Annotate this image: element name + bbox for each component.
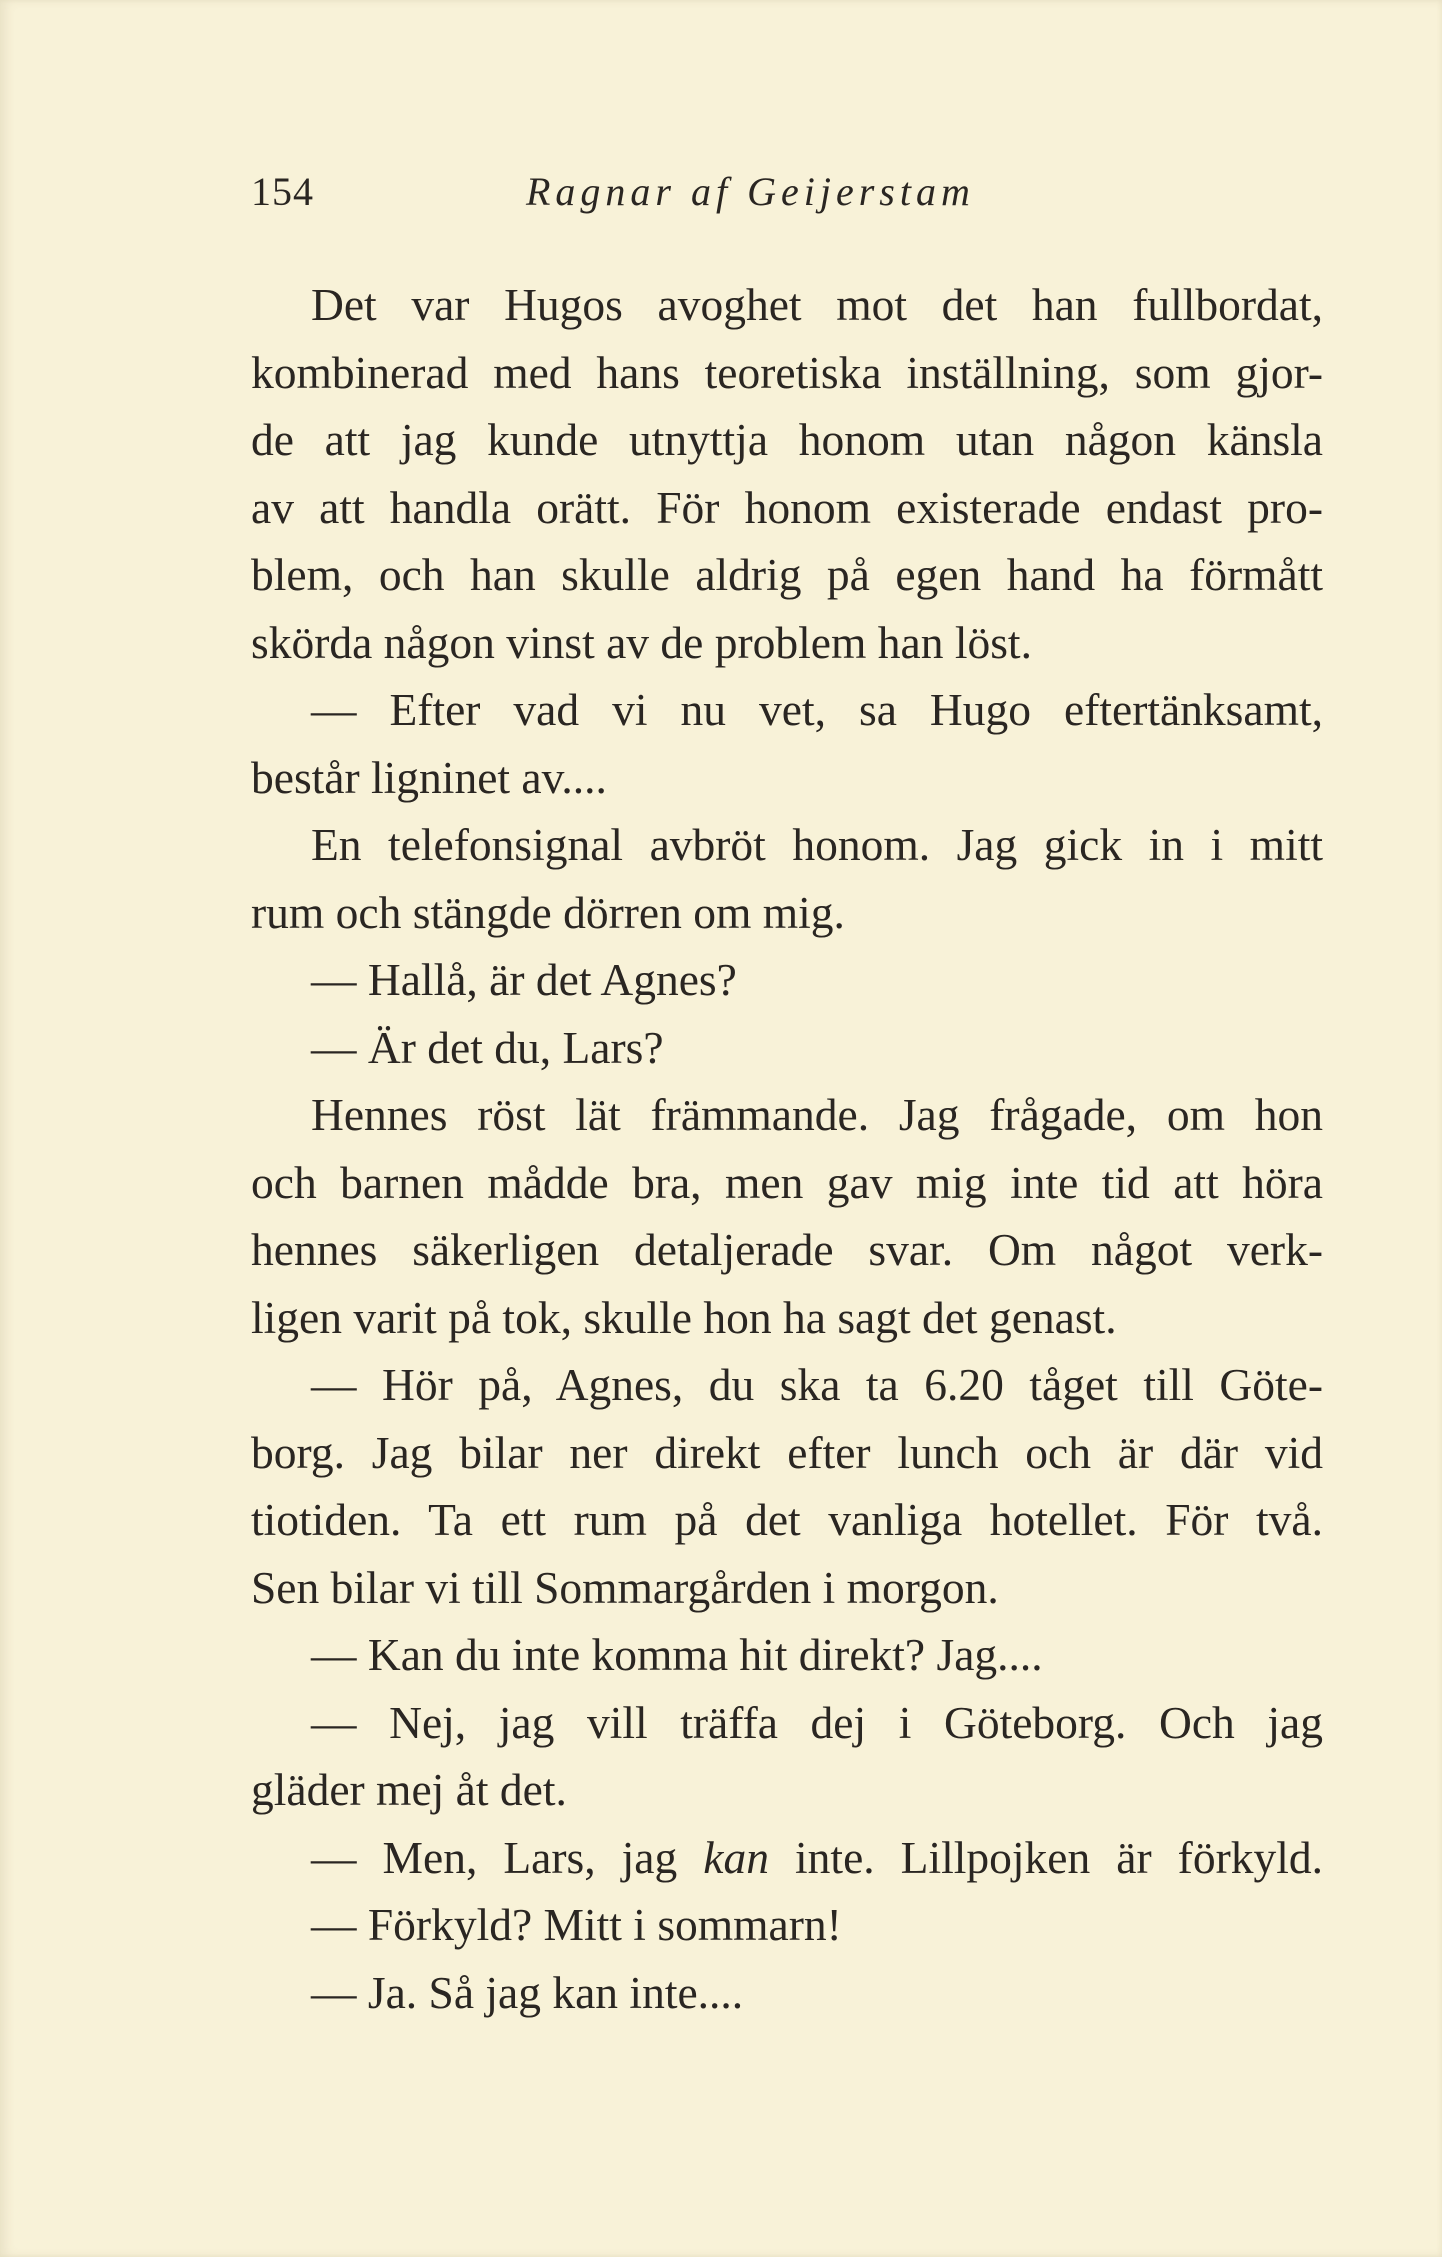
running-head: Ragnar af Geijerstam: [526, 169, 975, 214]
text-line: Hennes röst lät främmande. Jag frågade, om hon: [311, 1089, 1323, 1140]
page-number: 154: [251, 169, 314, 214]
text-line: — Är det du, Lars?: [311, 1021, 664, 1073]
text-line: — Ja. Så jag kan inte....: [311, 1966, 744, 2018]
text-line: — Förkyld? Mitt i sommarn!: [311, 1899, 842, 1950]
text-line: tiotiden. Ta ett rum på det vanliga hotellet. För två.: [251, 1494, 1323, 1545]
text-line: kombinerad med hans teoretiska inställning, som gjor-: [251, 346, 1323, 398]
text-line: borg. Jag bilar ner direkt efter lunch och är där vid: [251, 1426, 1323, 1478]
text-line: rum och stängde dörren om mig.: [251, 886, 845, 938]
text-line: — Nej, jag vill träffa dej i Göteborg. Och jag: [311, 1696, 1323, 1748]
text-line: — Hallå, är det Agnes?: [311, 954, 737, 1005]
text-line: och barnen mådde bra, men gav mig inte tid att höra: [251, 1156, 1323, 1208]
text-line: skörda någon vinst av de problem han löst.: [251, 616, 1032, 668]
text-line: ligen varit på tok, skulle hon ha sagt det genast.: [251, 1291, 1117, 1343]
text-line: Sen bilar vi till Sommargården i morgon.: [251, 1561, 999, 1613]
text-line: — Kan du inte komma hit direkt? Jag....: [311, 1629, 1043, 1680]
text-line: består ligninet av....: [251, 751, 607, 803]
text-line: En telefonsignal avbröt honom. Jag gick in i mitt: [311, 819, 1323, 870]
text-line: gläder mej åt det.: [251, 1764, 567, 1815]
text-line: de att jag kunde utnyttja honom utan någon känsla: [251, 414, 1323, 465]
text-line: — Efter vad vi nu vet, sa Hugo eftertänksamt,: [311, 684, 1323, 735]
text-line: hennes säkerligen detaljerade svar. Om något verk-: [251, 1224, 1323, 1275]
text-line: av att handla orätt. För honom existerade endast pro-: [251, 481, 1323, 533]
text-line: — Hör på, Agnes, du ska ta 6.20 tåget till Göte-: [311, 1359, 1323, 1410]
page-header: [251, 168, 1151, 228]
emphasis-word: kan: [703, 1831, 769, 1883]
text-line: — Men, Lars, jag kan inte. Lillpojken är förkyld.: [311, 1831, 1323, 1883]
text-line: blem, och han skulle aldrig på egen hand ha förmått: [251, 549, 1323, 600]
text-line: Det var Hugos avoghet mot det han fullbordat,: [311, 279, 1323, 330]
body-text: [251, 271, 1323, 2026]
